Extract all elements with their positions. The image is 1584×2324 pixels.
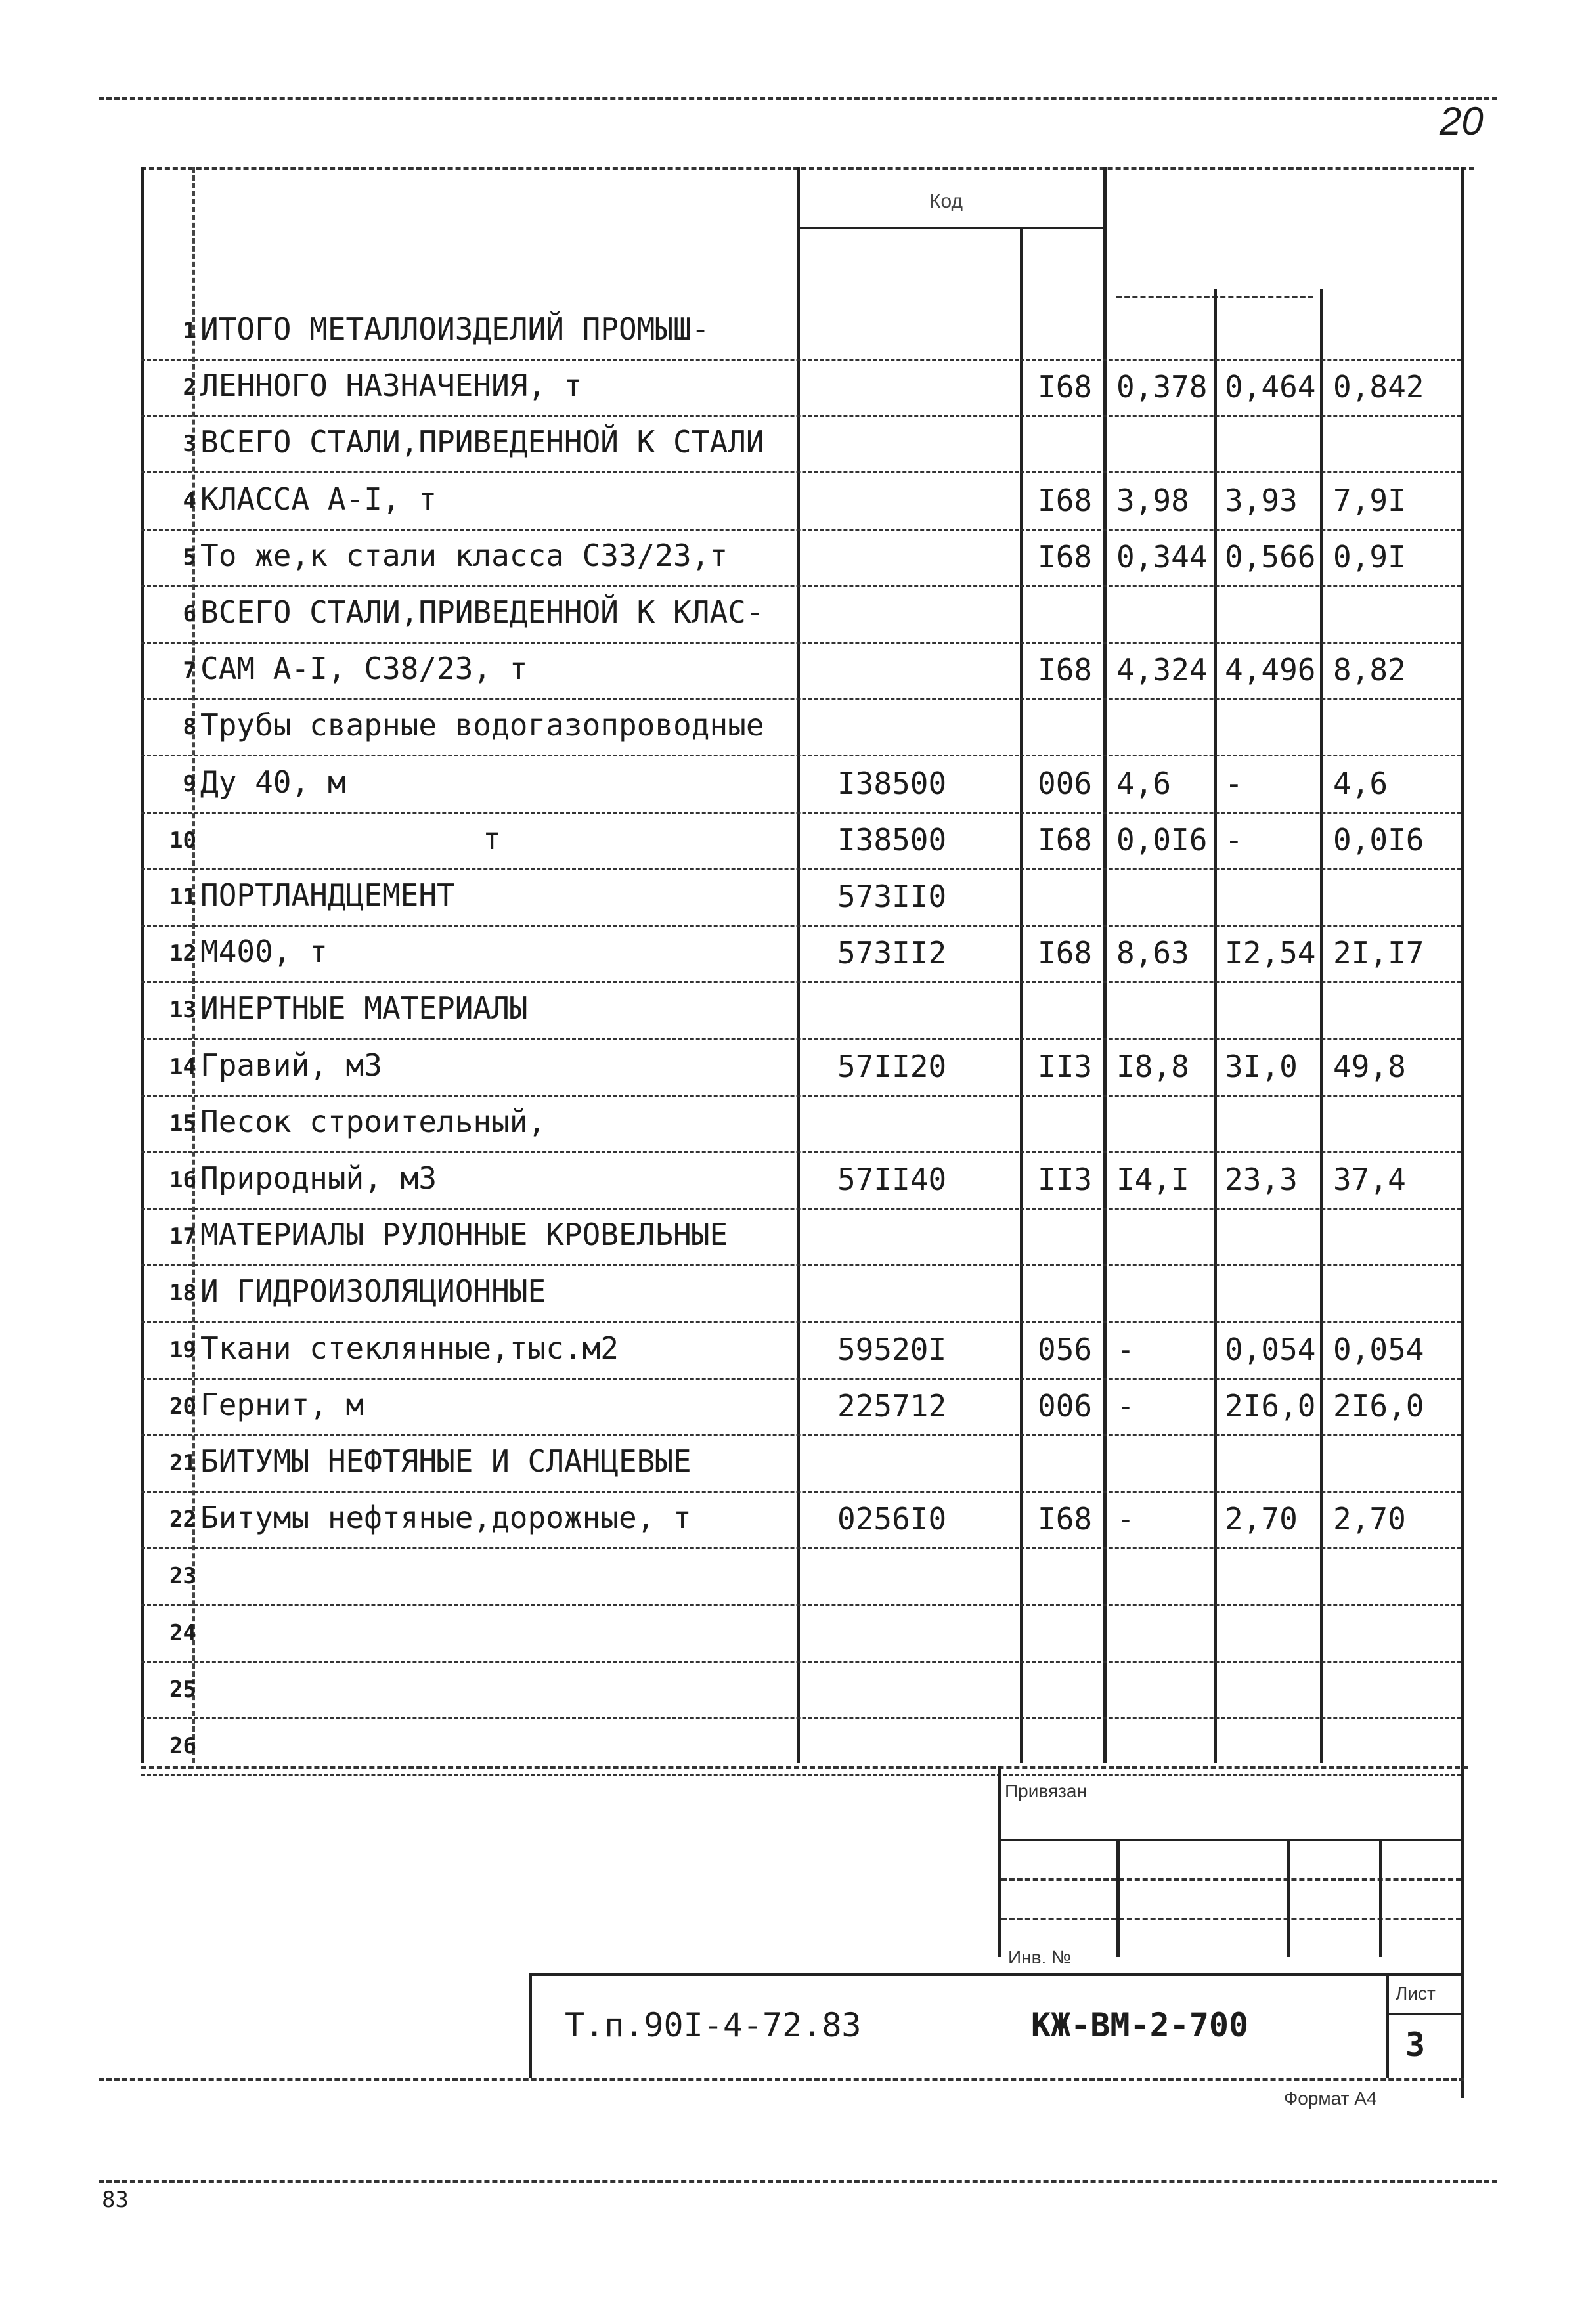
row-value-1: 8,63 bbox=[1116, 935, 1189, 971]
row-name: И ГИДРОИЗОЛЯЦИОННЫЕ bbox=[200, 1273, 546, 1309]
stamp-top-line bbox=[141, 1766, 1468, 1769]
row-kod: I38500 bbox=[837, 765, 947, 801]
row-unit-code: I68 bbox=[1038, 538, 1093, 575]
row-unit-code: I68 bbox=[1038, 369, 1093, 405]
row-value-1: 0,378 bbox=[1116, 369, 1208, 405]
row-value-2: 3,93 bbox=[1225, 482, 1298, 518]
row-unit-code: II3 bbox=[1038, 1048, 1093, 1084]
table-row bbox=[141, 586, 1468, 643]
row-number: 17 bbox=[169, 1223, 196, 1250]
table-row bbox=[141, 1606, 1468, 1662]
stamp-grid-line-3 bbox=[1001, 1918, 1461, 1920]
stamp-grid-col-2 bbox=[1287, 1839, 1290, 1957]
row-separator bbox=[141, 1774, 1461, 1776]
table-row bbox=[141, 1492, 1468, 1548]
row-number: 1 bbox=[183, 318, 196, 344]
row-name: ИНЕРТНЫЕ МАТЕРИАЛЫ bbox=[200, 990, 528, 1026]
doc-code: Т.п.90I-4-72.83 bbox=[565, 2006, 862, 2044]
row-name: ПОРТЛАНДЦЕМЕНТ bbox=[200, 877, 455, 913]
table-row bbox=[141, 1265, 1468, 1322]
row-value-2: 23,3 bbox=[1225, 1162, 1298, 1197]
row-number: 15 bbox=[169, 1110, 196, 1137]
row-name: ЛЕННОГО НАЗНАЧЕНИЯ, т bbox=[200, 368, 583, 404]
row-name: САМ А-I, С38/23, т bbox=[200, 651, 528, 687]
table-row bbox=[141, 1436, 1468, 1492]
row-value-total: 0,0I6 bbox=[1333, 822, 1424, 858]
table-row bbox=[141, 643, 1468, 699]
row-value-total: 0,842 bbox=[1333, 369, 1424, 405]
row-name: Трубы сварные водогазопроводные bbox=[200, 707, 764, 743]
stamp-grid-col-1 bbox=[1116, 1839, 1120, 1957]
row-value-2: 0,464 bbox=[1225, 369, 1316, 405]
row-name: ИТОГО МЕТАЛЛОИЗДЕЛИЙ ПРОМЫШ- bbox=[200, 311, 710, 347]
stamp-divider-privyazan bbox=[998, 1766, 1001, 1957]
row-value-total: 8,82 bbox=[1333, 652, 1406, 688]
row-name: Песок строительный, bbox=[200, 1103, 546, 1139]
table-row bbox=[141, 1323, 1468, 1379]
row-name: ВСЕГО СТАЛИ,ПРИВЕДЕННОЙ К СТАЛИ bbox=[200, 424, 764, 460]
row-value-total: 7,9I bbox=[1333, 482, 1406, 518]
stamp-grid-line-1 bbox=[1001, 1839, 1461, 1841]
row-name: Ду 40, м bbox=[200, 764, 346, 800]
row-value-2: 3I,0 bbox=[1225, 1048, 1298, 1084]
row-value-1: 0,0I6 bbox=[1116, 822, 1208, 858]
row-value-1: I8,8 bbox=[1116, 1048, 1189, 1084]
title-block-list-divider bbox=[1386, 1973, 1389, 2078]
row-kod: I38500 bbox=[837, 822, 947, 858]
row-kod: 573II2 bbox=[837, 935, 947, 971]
row-name: КЛАССА А-I, т bbox=[200, 481, 437, 517]
row-value-1: 3,98 bbox=[1116, 482, 1189, 518]
stamp-grid-line-2 bbox=[1001, 1878, 1461, 1881]
row-name: БИТУМЫ НЕФТЯНЫЕ И СЛАНЦЕВЫЕ bbox=[200, 1443, 692, 1479]
row-kod: 59520I bbox=[837, 1331, 947, 1367]
sheet-code: КЖ-ВМ-2-700 bbox=[1031, 2006, 1249, 2044]
row-value-1: 4,324 bbox=[1116, 652, 1208, 688]
row-kod: 225712 bbox=[837, 1388, 947, 1424]
table-row bbox=[141, 699, 1468, 756]
row-value-2: 2,70 bbox=[1225, 1501, 1298, 1537]
row-kod: 57II40 bbox=[837, 1162, 947, 1197]
list-number: 3 bbox=[1405, 2026, 1426, 2064]
row-value-total: 49,8 bbox=[1333, 1048, 1406, 1084]
list-label: Лист bbox=[1396, 1983, 1436, 2004]
row-number: 9 bbox=[183, 770, 196, 797]
row-value-1: - bbox=[1116, 1501, 1135, 1537]
row-number: 7 bbox=[183, 657, 196, 684]
row-name: ВСЕГО СТАЛИ,ПРИВЕДЕННОЙ К КЛАС- bbox=[200, 594, 764, 630]
row-kod: 57II20 bbox=[837, 1048, 947, 1084]
row-name: т bbox=[483, 820, 501, 856]
row-number: 20 bbox=[169, 1393, 196, 1420]
table-row bbox=[141, 1152, 1468, 1209]
row-value-1: 4,6 bbox=[1116, 765, 1172, 801]
row-number: 14 bbox=[169, 1053, 196, 1080]
row-value-total: 2I,I7 bbox=[1333, 935, 1424, 971]
inv-label: Инв. № bbox=[1008, 1947, 1072, 1967]
table-row bbox=[141, 1096, 1468, 1152]
row-number: 4 bbox=[183, 487, 196, 514]
table-row bbox=[141, 1209, 1468, 1265]
row-value-1: - bbox=[1116, 1388, 1135, 1424]
row-unit-code: I68 bbox=[1038, 652, 1093, 688]
page-number: 20 bbox=[1440, 99, 1484, 143]
row-unit-code: I68 bbox=[1038, 822, 1093, 858]
row-number: 2 bbox=[183, 374, 196, 401]
row-unit-code: I68 bbox=[1038, 1501, 1093, 1537]
row-value-total: 0,054 bbox=[1333, 1331, 1424, 1367]
row-name: Ткани стеклянные,тыс.м2 bbox=[200, 1330, 619, 1366]
row-unit-code: I68 bbox=[1038, 935, 1093, 971]
column-header-kod: Код bbox=[929, 190, 963, 212]
row-name: М400, т bbox=[200, 934, 328, 970]
table-row bbox=[141, 530, 1468, 586]
row-name: Битумы нефтяные,дорожные, т bbox=[200, 1500, 692, 1536]
row-kod: 0256I0 bbox=[837, 1501, 947, 1537]
table-row bbox=[141, 756, 1468, 813]
table-row bbox=[141, 869, 1468, 926]
row-number: 22 bbox=[169, 1506, 196, 1533]
row-number: 16 bbox=[169, 1167, 196, 1193]
row-number: 11 bbox=[169, 884, 196, 910]
table-row bbox=[141, 1662, 1468, 1719]
footer-line bbox=[99, 2180, 1497, 2183]
row-unit-code: 006 bbox=[1038, 1388, 1093, 1424]
table-row bbox=[141, 303, 1468, 360]
row-value-total: 2,70 bbox=[1333, 1501, 1406, 1537]
row-name: Гернит, м bbox=[200, 1386, 364, 1422]
footer-number: 83 bbox=[102, 2187, 129, 2213]
row-value-2: - bbox=[1225, 822, 1243, 858]
top-border-line bbox=[99, 97, 1497, 100]
row-unit-code: I68 bbox=[1038, 482, 1093, 518]
row-number: 3 bbox=[183, 431, 196, 458]
row-kod: 573II0 bbox=[837, 879, 947, 914]
row-unit-code: 056 bbox=[1038, 1331, 1093, 1367]
row-value-1: I4,I bbox=[1116, 1162, 1189, 1197]
format-label: Формат А4 bbox=[1284, 2088, 1377, 2109]
stamp-grid-col-3 bbox=[1379, 1839, 1382, 1957]
row-name: То же,к стали класса С33/23,т bbox=[200, 537, 728, 573]
row-number: 8 bbox=[183, 714, 196, 741]
row-number: 23 bbox=[169, 1563, 196, 1590]
row-name: Природный, м3 bbox=[200, 1160, 437, 1196]
row-name: Гравий, м3 bbox=[200, 1047, 382, 1083]
row-value-1: - bbox=[1116, 1331, 1135, 1367]
table-row bbox=[141, 1379, 1468, 1436]
row-value-2: - bbox=[1225, 765, 1243, 801]
row-value-2: I2,54 bbox=[1225, 935, 1316, 971]
table-row bbox=[141, 813, 1468, 869]
row-number: 12 bbox=[169, 940, 196, 967]
row-value-total: 37,4 bbox=[1333, 1162, 1406, 1197]
row-number: 21 bbox=[169, 1450, 196, 1476]
row-number: 24 bbox=[169, 1619, 196, 1646]
title-block-top-line bbox=[529, 1973, 1461, 1976]
row-value-2: 0,054 bbox=[1225, 1331, 1316, 1367]
table-row bbox=[141, 416, 1468, 473]
row-number: 5 bbox=[183, 544, 196, 571]
table-row bbox=[141, 926, 1468, 982]
row-value-2: 4,496 bbox=[1225, 652, 1316, 688]
row-value-total: 0,9I bbox=[1333, 538, 1406, 575]
table-row bbox=[141, 982, 1468, 1039]
row-number: 19 bbox=[169, 1336, 196, 1363]
row-name: МАТЕРИАЛЫ РУЛОННЫЕ КРОВЕЛЬНЫЕ bbox=[200, 1217, 728, 1253]
row-value-2: 0,566 bbox=[1225, 538, 1316, 575]
row-value-2: 2I6,0 bbox=[1225, 1388, 1316, 1424]
row-number: 18 bbox=[169, 1280, 196, 1307]
table-row bbox=[141, 1548, 1468, 1605]
title-block-left-border bbox=[529, 1973, 532, 2078]
header-kod-underline bbox=[798, 227, 1107, 229]
page-bottom-line bbox=[99, 2078, 1464, 2081]
row-unit-code: 006 bbox=[1038, 765, 1093, 801]
row-value-1: 0,344 bbox=[1116, 538, 1208, 575]
row-number: 10 bbox=[169, 827, 196, 854]
table-row bbox=[141, 473, 1468, 530]
privyazan-label: Привязан bbox=[1005, 1781, 1087, 1801]
title-block-list-line bbox=[1386, 2013, 1461, 2015]
row-unit-code: II3 bbox=[1038, 1162, 1093, 1197]
row-value-total: 2I6,0 bbox=[1333, 1388, 1424, 1424]
row-number: 25 bbox=[169, 1676, 196, 1703]
row-value-total: 4,6 bbox=[1333, 765, 1388, 801]
table-row bbox=[141, 360, 1468, 416]
table-top-line bbox=[141, 167, 1474, 170]
table-row bbox=[141, 1040, 1468, 1096]
row-number: 13 bbox=[169, 997, 196, 1024]
row-number: 6 bbox=[183, 601, 196, 627]
row-number: 26 bbox=[169, 1733, 196, 1759]
